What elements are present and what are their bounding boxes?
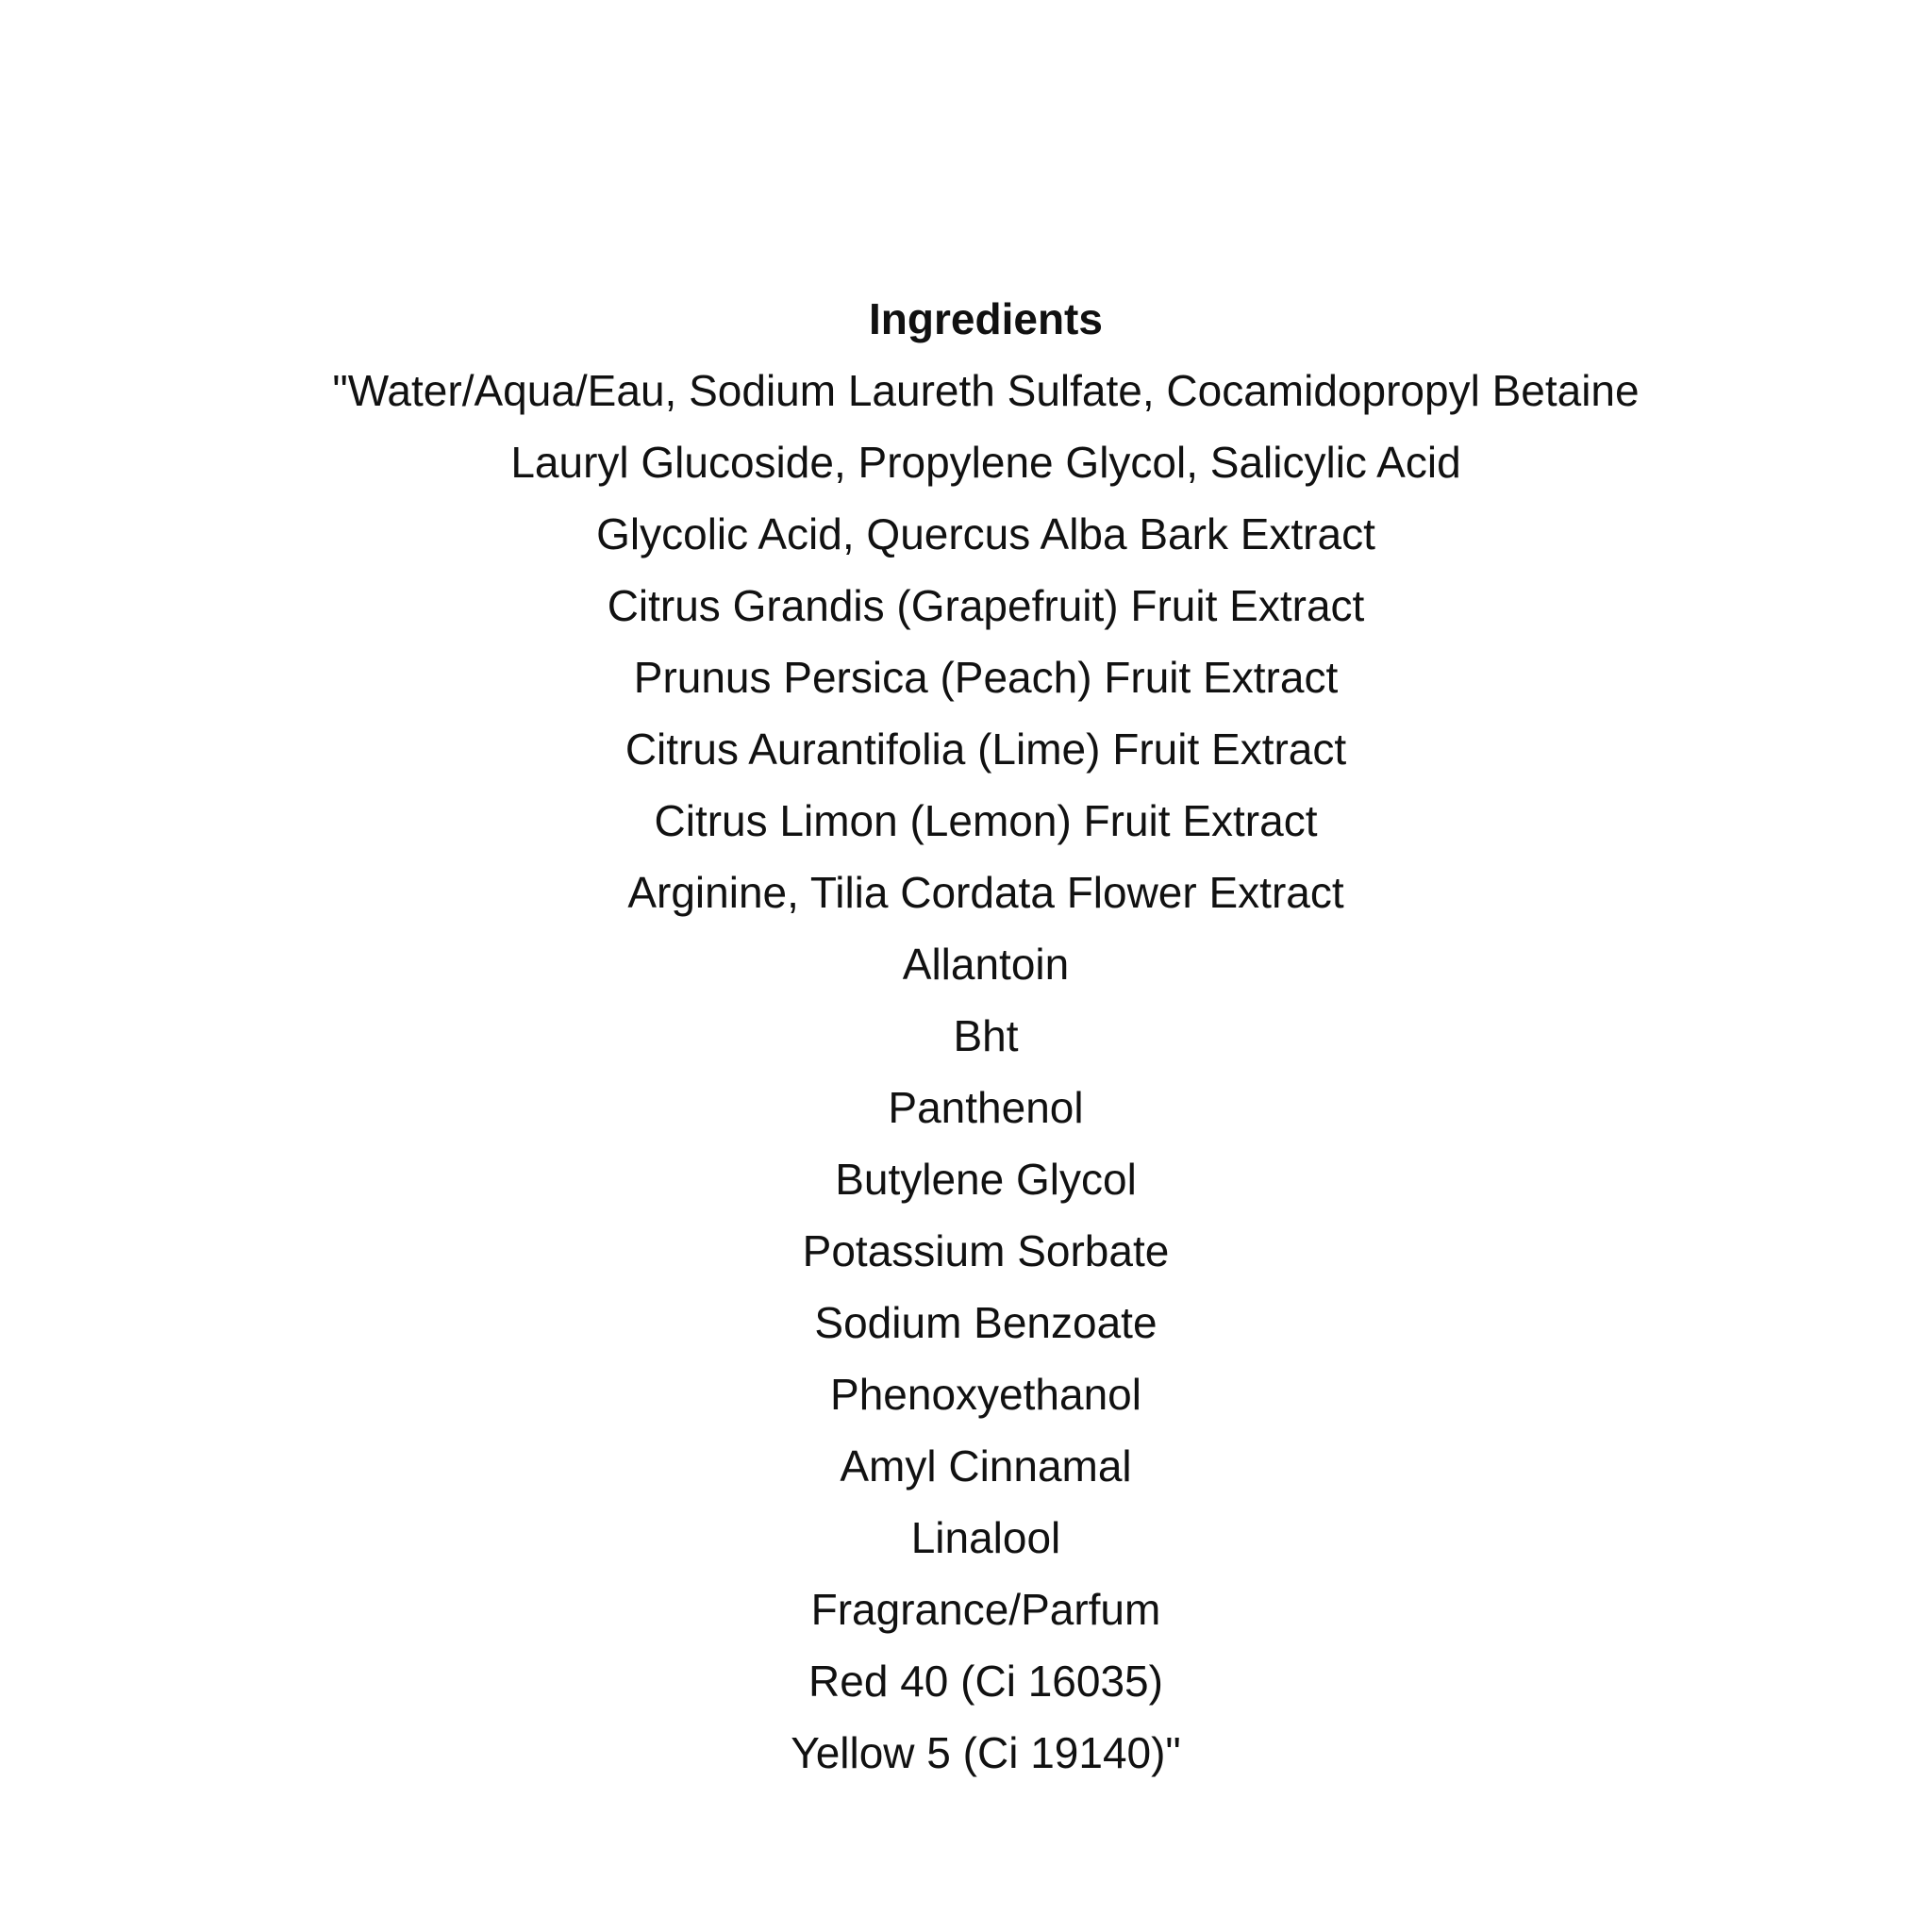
ingredient-line: Citrus Grandis (Grapefruit) Fruit Extract (607, 581, 1365, 630)
ingredient-line: Citrus Limon (Lemon) Fruit Extract (654, 796, 1318, 845)
ingredient-line: Red 40 (Ci 16035) (808, 1657, 1163, 1706)
ingredient-line: "Water/Aqua/Eau, Sodium Laureth Sulfate, Cocamidopropyl Betaine (332, 366, 1640, 415)
ingredient-line: Yellow 5 (Ci 19140)" (791, 1728, 1181, 1777)
ingredient-line: Lauryl Glucoside, Propylene Glycol, Salicylic Acid (510, 438, 1461, 487)
ingredients-title: Ingredients (869, 294, 1103, 343)
ingredient-line: Sodium Benzoate (814, 1298, 1158, 1347)
ingredient-line: Glycolic Acid, Quercus Alba Bark Extract (596, 509, 1375, 558)
ingredient-line: Potassium Sorbate (802, 1226, 1170, 1275)
ingredient-line: Linalool (910, 1513, 1061, 1562)
ingredient-line: Prunus Persica (Peach) Fruit Extract (633, 653, 1339, 702)
ingredient-line: Panthenol (888, 1083, 1084, 1132)
ingredient-line: Fragrance/Parfum (810, 1585, 1161, 1634)
ingredients-list (0, 355, 1932, 1789)
ingredient-line: Arginine, Tilia Cordata Flower Extract (627, 868, 1344, 917)
ingredients-document (0, 283, 1932, 1789)
ingredient-line: Phenoxyethanol (830, 1370, 1141, 1419)
ingredient-line: Allantoin (902, 940, 1070, 989)
ingredient-line: Amyl Cinnamal (840, 1441, 1132, 1491)
ingredient-line: Butylene Glycol (835, 1155, 1137, 1204)
ingredient-line: Bht (953, 1011, 1019, 1060)
ingredient-line: Citrus Aurantifolia (Lime) Fruit Extract (625, 724, 1347, 774)
